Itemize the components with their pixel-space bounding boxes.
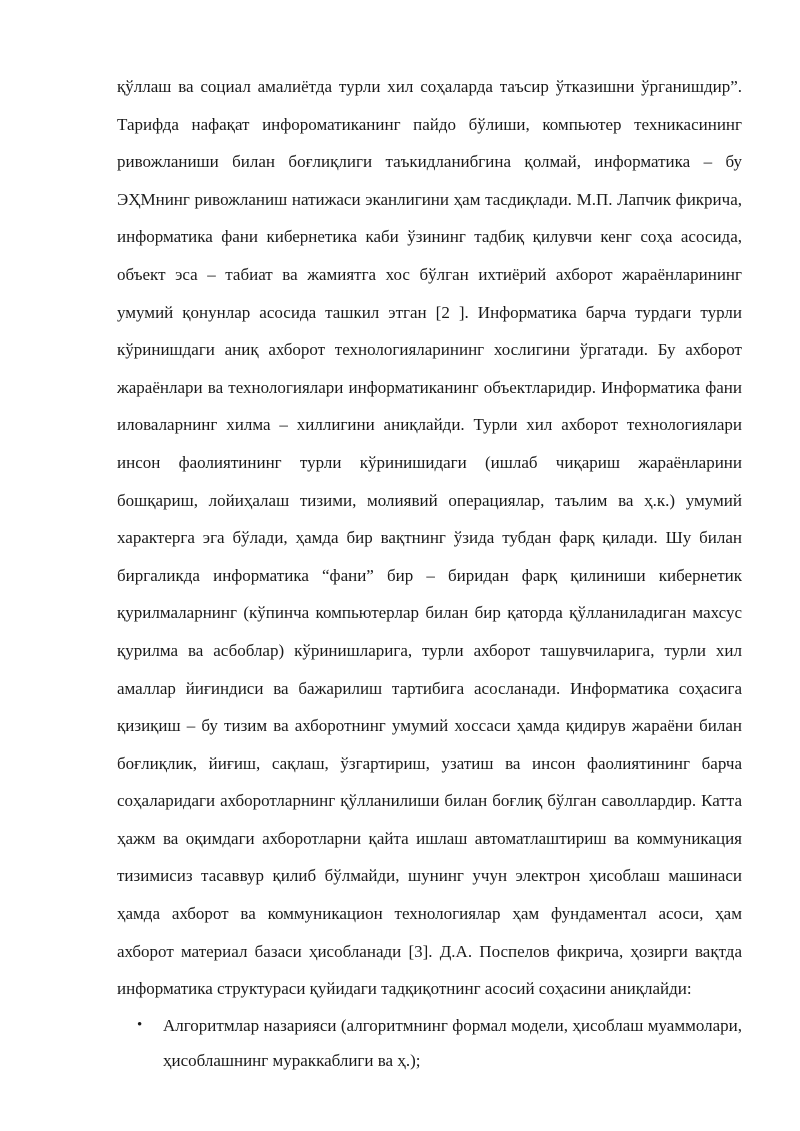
document-body <box>117 68 742 1079</box>
list-item-text: Алгоритмлар назарияси (алгоритмнинг формал модели, ҳисоблаш муаммолари, ҳисоблашнинг мураккаблиги ва ҳ.); <box>163 1015 742 1071</box>
bullet-marker: • <box>137 1016 143 1033</box>
bullet-list <box>117 1008 742 1079</box>
body-paragraph: қўллаш ва социал амалиётда турли хил соҳаларда таъсир ўтказишни ўрганишдир”. Тарифда нафақат инфороматиканинг пайдо бўлиши, компьютер техникасининг ривожланиши билан боғлиқлиги таъкидланибгина қолмай, информатика – бу ЭҲМнинг ривожланиш натижаси эканлигини ҳам тасдиқлади. М.П. Лапчик фикрича, информатика фани кибернетика каби ўзининг тадбиқ қилувчи кенг соҳа асосида, объект эса – табиат ва жамиятга хос бўлган ихтиёрий ахборот жараёнларининг умумий қонунлар асосида ташкил этган [2 ]. Информатика барча турдаги турли кўринишдаги аниқ ахборот технологияларининг хослигини ўргатади. Бу ахборот жараёнлари ва технологиялари информатиканинг объектларидир. Информатика фани иловаларнинг хилма – хиллигини аниқлайди. Турли хил ахборот технологиялари инсон фаолиятининг турли кўринишидаги (ишлаб чиқариш жараёнларини бошқариш, лойиҳалаш тизими, молиявий операциялар, таълим ва ҳ.к.) умумий характерга эга бўлади, ҳамда бир вақтнинг ўзида тубдан фарқ қилади. Шу билан биргаликда информатика “фани” бир – биридан фарқ қилиниши кибернетик қурилмаларнинг (кўпинча компьютерлар билан бир қаторда қўлланиладиган махсус қурилма ва асбоблар) кўринишларига, турли ахборот ташувчиларига, турли хил амаллар йиғиндиси ва бажарилиш тартибига асосланади. Информатика соҳасига қизиқиш – бу тизим ва ахборотнинг умумий хоссаси ҳамда қидирув жараёни билан боғлиқлик, йиғиш, сақлаш, ўзгартириш, узатиш ва инсон фаолиятининг барча соҳаларидаги ахборотларнинг қўлланилиши билан боғлиқ бўлган саволлардир. Катта ҳажм ва оқимдаги ахборотларни қайта ишлаш автоматлаштириш ва коммуникация тизимисиз тасаввур қилиб бўлмайди, шунинг учун электрон ҳисоблаш машинаси ҳамда ахборот ва коммуникацион технологиялар ҳам фундаментал асоси, ҳам ахборот материал базаси ҳисобланади [3]. Д.А. Поспелов фикрича, ҳозирги вақтда информатика структураси қуйидаги тадқиқотнинг асосий соҳасини аниқлайди: <box>117 77 742 999</box>
list-item <box>117 1008 742 1079</box>
